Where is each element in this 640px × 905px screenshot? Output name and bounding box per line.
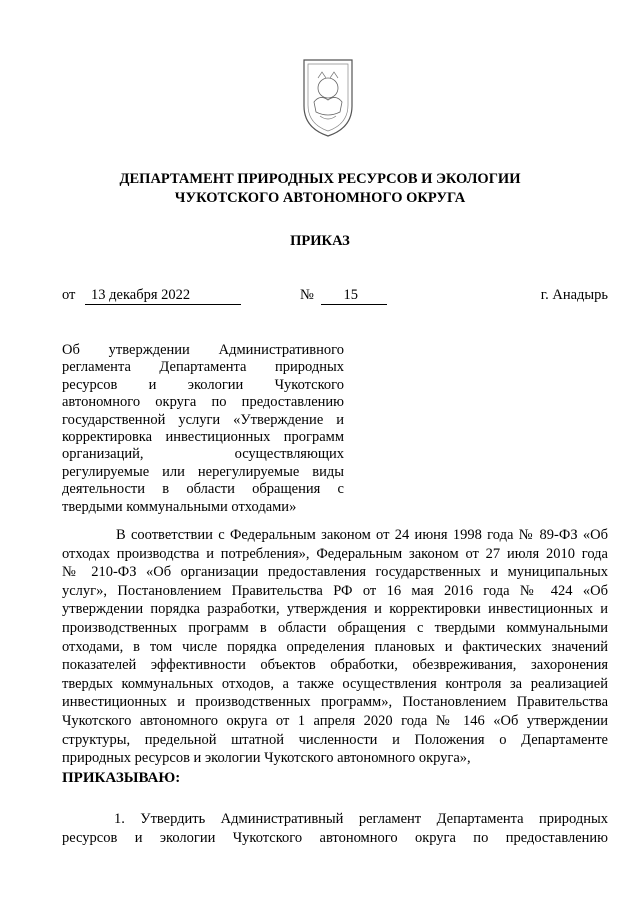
preamble-paragraph bbox=[62, 526, 608, 768]
order-item-1 bbox=[62, 810, 608, 847]
subject-line: регулируемые или нерегулируемые виды bbox=[62, 463, 344, 480]
body-line: В соответствии с Федеральным законом от 24 июня 1998 года № 89-ФЗ «Об bbox=[116, 527, 608, 543]
item-line: ресурсов и экологии Чукотского автономного округа по предоставлению bbox=[62, 829, 608, 846]
order-subject bbox=[62, 342, 344, 516]
date-field bbox=[62, 286, 241, 305]
body-line: производственных программ в области обращения с твердыми коммунальными bbox=[62, 619, 608, 636]
city: г. Анадырь bbox=[540, 287, 608, 303]
number-label: № bbox=[300, 287, 314, 303]
body-line: твердых коммунальных отходов, а также осуществления контроля за реализацией bbox=[62, 675, 608, 692]
coat-of-arms-icon bbox=[300, 56, 356, 138]
subject-line: корректировка инвестиционных программ bbox=[62, 429, 344, 446]
body-line: услуг», Постановлением Правительства РФ от 16 мая 2016 года № 424 «Об bbox=[62, 582, 608, 599]
body-line: инвестиционных и производственных программ», Постановлением Правительства bbox=[62, 694, 608, 711]
subject-line: регламента Департамента природных bbox=[62, 359, 344, 376]
document-type-title: ПРИКАЗ bbox=[290, 233, 350, 249]
number-value: 15 bbox=[321, 286, 387, 305]
subject-line: твердыми коммунальными отходами» bbox=[62, 498, 297, 515]
department-name-line2: ЧУКОТСКОГО АВТОНОМНОГО ОКРУГА bbox=[174, 190, 466, 206]
subject-line: Об утверждении Административного bbox=[62, 342, 344, 358]
body-line: отходами, в том числе порядка определения плановых и фактических значений bbox=[62, 638, 608, 655]
subject-line: автономного округа по предоставлению bbox=[62, 394, 344, 411]
body-line: природных ресурсов и экологии Чукотского автономного округа», bbox=[62, 750, 471, 767]
body-line: Чукотского автономного округа от 1 апреля 2020 года № 146 «Об утверждении bbox=[62, 712, 608, 729]
number-field bbox=[300, 286, 387, 305]
department-name-line1: ДЕПАРТАМЕНТ ПРИРОДНЫХ РЕСУРСОВ И ЭКОЛОГИИ bbox=[119, 171, 521, 187]
body-line: утверждении порядка разработки, утверждения и корректировки инвестиционных и bbox=[62, 601, 608, 618]
item-line: 1. Утвердить Административный регламент Департамента природных bbox=[114, 811, 608, 827]
date-value: 13 декабря 2022 bbox=[85, 286, 241, 305]
body-line: № 210-ФЗ «Об организации предоставления государственных и муниципальных bbox=[62, 564, 608, 581]
subject-line: деятельности в области обращения с bbox=[62, 481, 344, 498]
subject-line: организаций, осуществляющих bbox=[62, 446, 344, 463]
body-line: структуры, предельной штатной численности и Положения о Департаменте bbox=[62, 731, 608, 748]
body-line: отходах производства и потребления», Федеральным законом от 27 июля 2010 года bbox=[62, 545, 608, 562]
date-label: от bbox=[62, 287, 76, 303]
subject-line: государственной услуги «Утверждение и bbox=[62, 411, 344, 428]
subject-line: ресурсов и экологии Чукотского bbox=[62, 376, 344, 393]
body-line: показателей эффективности объектов обработки, обезвреживания, захоронения bbox=[62, 657, 608, 674]
decree-heading: ПРИКАЗЫВАЮ: bbox=[62, 770, 181, 786]
